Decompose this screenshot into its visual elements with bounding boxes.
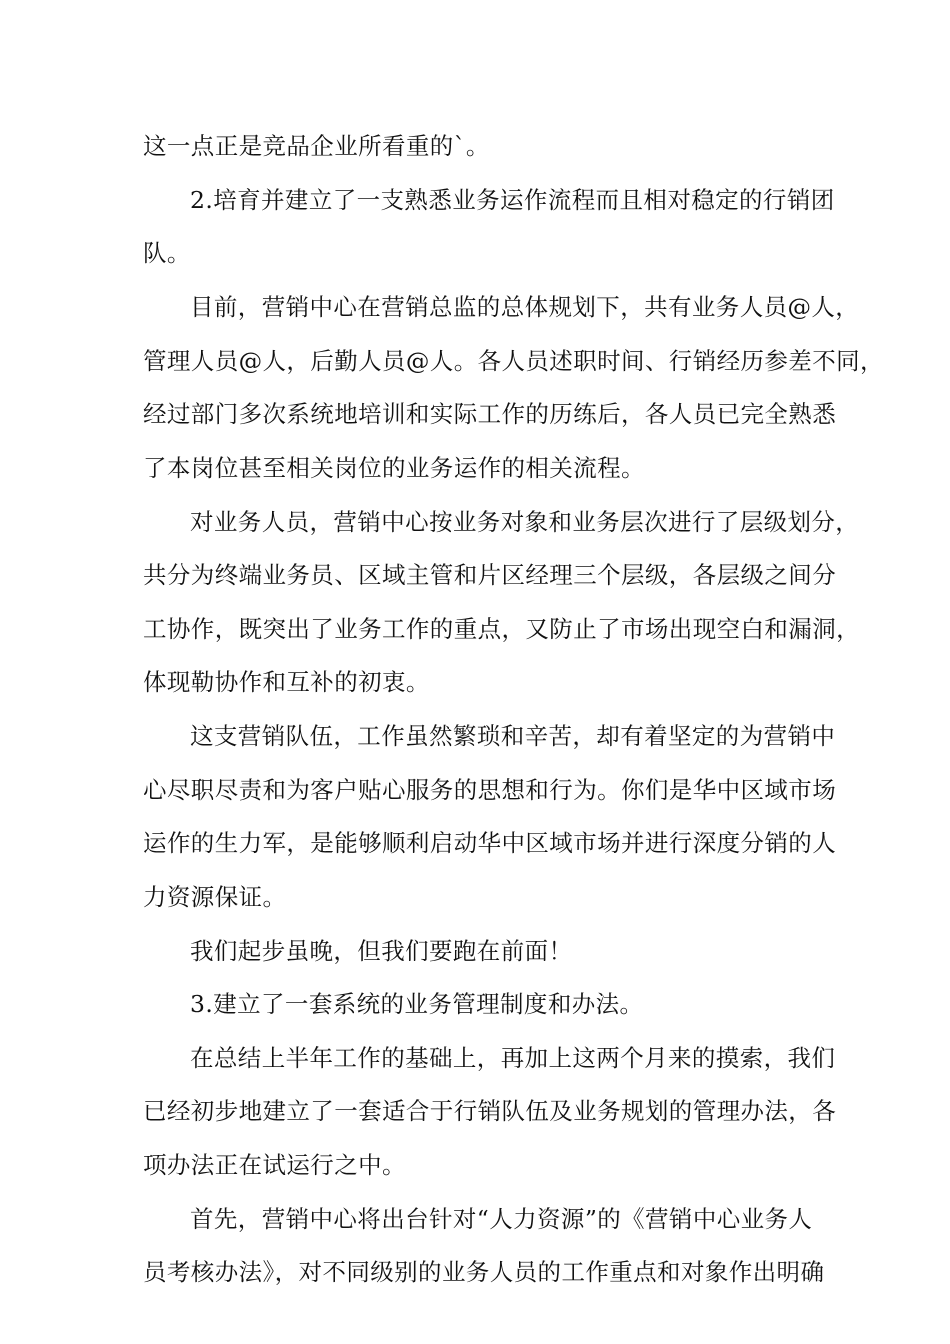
text-line: 力资源保证。 — [143, 883, 287, 911]
text-line: 对业务人员，营销中心按业务对象和业务层次进行了层级划分， — [190, 508, 860, 536]
text-line: 经过部门多次系统地培训和实际工作的历练后，各人员已完全熟悉 — [143, 400, 837, 428]
text-line: 在总结上半年工作的基础上，再加上这两个月来的摸索，我们 — [190, 1044, 836, 1072]
text-line: 已经初步地建立了一套适合于行销队伍及业务规划的管理办法，各 — [143, 1097, 837, 1125]
text-line: 目前，营销中心在营销总监的总体规划下，共有业务人员@人， — [190, 293, 860, 321]
text-line: 首先，营销中心将出台针对“人力资源”的《营销中心业务人 — [190, 1205, 813, 1233]
text-line: 工协作，既突出了业务工作的重点，又防止了市场出现空白和漏洞， — [143, 615, 860, 643]
text-line: 这一点正是竞品企业所看重的`。 — [143, 132, 490, 160]
text-line: 2.培育并建立了一支熟悉业务运作流程而且相对稳定的行销团 — [190, 186, 835, 214]
text-line: 队。 — [143, 239, 191, 267]
text-line: 我们起步虽晚，但我们要跑在前面！ — [190, 937, 573, 965]
text-line: 了本岗位甚至相关岗位的业务运作的相关流程。 — [143, 454, 645, 482]
text-line: 运作的生力军，是能够顺利启动华中区域市场并进行深度分销的人 — [143, 829, 837, 857]
text-line: 共分为终端业务员、区域主管和片区经理三个层级，各层级之间分 — [143, 561, 837, 589]
text-line: 体现勒协作和互补的初衷。 — [143, 668, 430, 696]
text-line: 管理人员@人，后勤人员@人。各人员述职时间、行销经历参差不同， — [143, 347, 884, 375]
text-line: 项办法正在试运行之中。 — [143, 1151, 406, 1179]
text-line: 心尽职尽责和为客户贴心服务的思想和行为。你们是华中区域市场 — [143, 776, 837, 804]
text-line: 3.建立了一套系统的业务管理制度和办法。 — [190, 990, 644, 1018]
text-line: 员考核办法》，对不同级别的业务人员的工作重点和对象作出明确 — [143, 1258, 825, 1286]
text-line: 这支营销队伍，工作虽然繁琐和辛苦，却有着坚定的为营销中 — [190, 722, 836, 750]
